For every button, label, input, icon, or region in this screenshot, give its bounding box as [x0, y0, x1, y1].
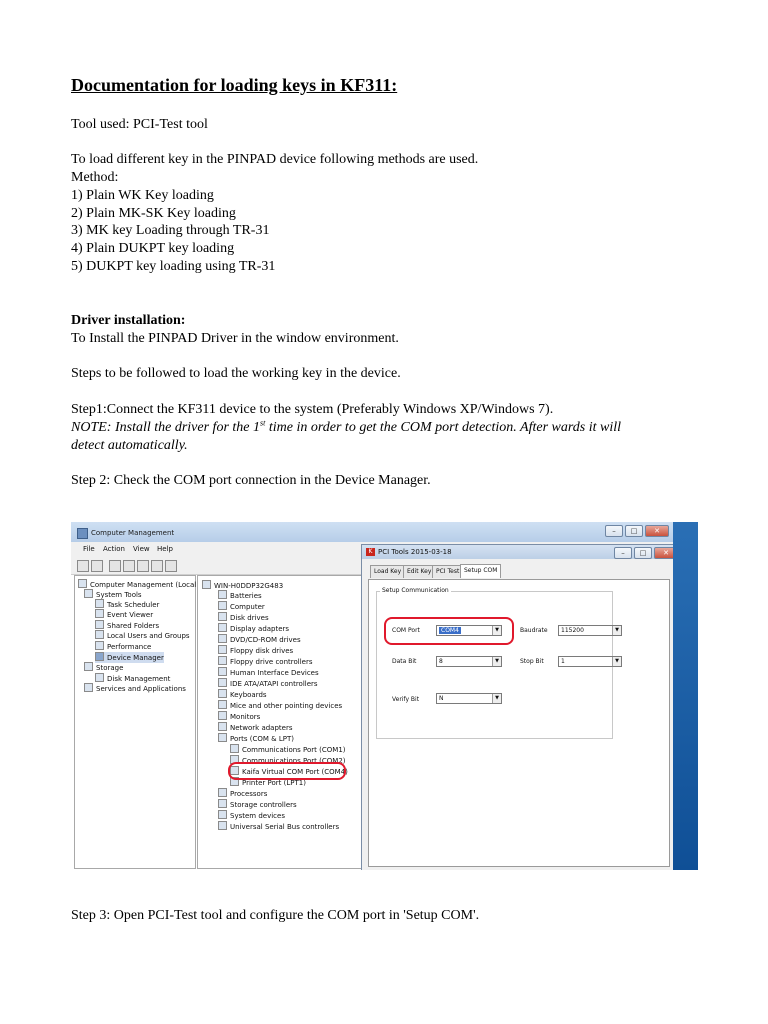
up-folder-icon[interactable] [109, 560, 121, 572]
hid-icon [218, 667, 227, 676]
com-port-value: COM4 [441, 627, 459, 634]
help-icon[interactable] [151, 560, 163, 572]
device-category[interactable]: DVD/CD-ROM drives [218, 634, 301, 645]
computer-icon [202, 580, 211, 589]
device-category[interactable]: Keyboards [218, 689, 267, 700]
close-button[interactable]: ✕ [645, 525, 669, 537]
dvd-icon [218, 634, 227, 643]
pci-close-button[interactable]: ✕ [654, 547, 678, 559]
tab-edit-key[interactable]: Edit Key [403, 565, 435, 578]
scheduler-icon [95, 599, 104, 608]
menu-view[interactable]: View [133, 545, 150, 553]
pci-tools-title: PCI Tools 2015-03-18 [378, 548, 452, 556]
tree-item-selected[interactable]: Device Manager [95, 652, 164, 663]
monitor-icon [218, 711, 227, 720]
usb-icon [218, 821, 227, 830]
chevron-down-icon[interactable]: ▼ [612, 657, 621, 666]
tab-setup-com[interactable]: Setup COM [460, 564, 501, 578]
system-icon [218, 810, 227, 819]
device-category[interactable]: Storage controllers [218, 799, 297, 810]
device-category[interactable]: Mice and other pointing devices [218, 700, 342, 711]
pci-tools-window [361, 544, 675, 870]
maximize-button[interactable]: □ [625, 525, 643, 537]
method-item: 1) Plain WK Key loading [71, 188, 214, 203]
event-viewer-icon [95, 609, 104, 618]
computer-management-title: Computer Management [91, 529, 175, 537]
network-icon [218, 722, 227, 731]
folder-icon [95, 620, 104, 629]
tab-pci-test[interactable]: PCI Test [432, 565, 463, 578]
storage-icon [84, 662, 93, 671]
chevron-down-icon[interactable]: ▼ [492, 657, 501, 666]
storage-icon [218, 799, 227, 808]
floppy-icon [218, 645, 227, 654]
forward-icon[interactable] [91, 560, 103, 572]
desktop-background [673, 522, 698, 870]
note-text-a: Install the driver for the 1 [111, 420, 260, 435]
databit-select[interactable] [436, 656, 502, 667]
keyboard-icon [218, 689, 227, 698]
device-category-ports[interactable]: Ports (COM & LPT) [218, 733, 294, 744]
tree-item[interactable]: Disk Management [95, 673, 170, 684]
note-text-b: time in order to get the COM port detection. After wards it will [265, 420, 622, 435]
computer-icon [218, 601, 227, 610]
show-hide-tree-icon[interactable] [123, 560, 135, 572]
disk-icon [218, 612, 227, 621]
tab-load-key[interactable]: Load Key [370, 565, 405, 578]
device-icon[interactable] [165, 560, 177, 572]
pci-tools-logo-icon: K [366, 548, 375, 556]
device-category[interactable]: Floppy disk drives [218, 645, 293, 656]
cm-window-controls [605, 525, 669, 536]
driver-text: To Install the PINPAD Driver in the window environment. [71, 331, 399, 346]
device-category[interactable]: Monitors [218, 711, 260, 722]
device-category[interactable]: Computer [218, 601, 265, 612]
tree-item[interactable]: Shared Folders [95, 620, 159, 631]
controller-icon [218, 656, 227, 665]
device-category[interactable]: Universal Serial Bus controllers [218, 821, 339, 832]
step3-text: Step 3: Open PCI-Test tool and configure the COM port in 'Setup COM'. [71, 908, 480, 923]
processor-icon [218, 788, 227, 797]
computer-icon [78, 579, 87, 588]
intro-text: To load different key in the PINPAD device following methods are used. [71, 152, 479, 167]
device-root[interactable]: WIN-H0DDP32G483 [202, 580, 283, 591]
tree-item[interactable]: Local Users and Groups [95, 630, 190, 641]
doc-title: Documentation for loading keys in KF311: [71, 75, 398, 95]
device-category[interactable]: Floppy drive controllers [218, 656, 313, 667]
step1-text: Step1:Connect the KF311 device to the system (Preferably Windows XP/Windows 7). [71, 402, 554, 417]
device-category[interactable]: Display adapters [218, 623, 289, 634]
tree-item[interactable]: Event Viewer [95, 609, 153, 620]
chevron-down-icon[interactable]: ▼ [492, 626, 501, 635]
baudrate-select[interactable] [558, 625, 622, 636]
computer-management-titlebar [71, 522, 698, 542]
performance-icon [95, 641, 104, 650]
ide-icon [218, 678, 227, 687]
note-superscript: st [260, 418, 266, 428]
port-item[interactable]: Printer Port (LPT1) [230, 777, 306, 788]
verifybit-label: Verify Bit [392, 696, 420, 703]
baudrate-value: 115200 [561, 627, 584, 634]
note-line-2: detect automatically. [71, 438, 188, 453]
computer-management-icon [77, 528, 88, 539]
tree-item[interactable]: Services and Applications [84, 683, 186, 694]
port-item[interactable]: Communications Port (COM1) [230, 744, 346, 755]
pci-tools-titlebar [362, 545, 674, 559]
disk-icon [95, 673, 104, 682]
method-item: 2) Plain MK-SK Key loading [71, 206, 236, 221]
baudrate-label: Baudrate [520, 627, 548, 634]
display-icon [218, 623, 227, 632]
databit-value: 8 [439, 658, 443, 665]
chevron-down-icon[interactable]: ▼ [492, 694, 501, 703]
device-tree-pane [197, 575, 369, 869]
stopbit-label: Stop Bit [520, 658, 544, 665]
services-icon [84, 683, 93, 692]
method-item: 5) DUKPT key loading using TR-31 [71, 259, 276, 274]
highlight-ring-com4 [228, 762, 346, 780]
properties-icon[interactable] [137, 560, 149, 572]
note-line [71, 419, 621, 437]
steps-intro: Steps to be followed to load the working key in the device. [71, 366, 401, 381]
device-category[interactable]: Batteries [218, 590, 262, 601]
tree-item[interactable]: Computer Management (Local [78, 579, 196, 590]
tools-icon [84, 589, 93, 598]
stopbit-select[interactable] [558, 656, 622, 667]
setup-communication-label: Setup Communication [382, 587, 449, 594]
chevron-down-icon[interactable]: ▼ [612, 626, 621, 635]
device-manager-icon [95, 652, 104, 661]
pci-window-controls [614, 547, 678, 558]
port-icon [218, 733, 227, 742]
device-category[interactable]: Human Interface Devices [218, 667, 319, 678]
step2-text: Step 2: Check the COM port connection in the Device Manager. [71, 473, 431, 488]
device-category[interactable]: Processors [218, 788, 267, 799]
device-category[interactable]: Network adapters [218, 722, 293, 733]
minimize-button[interactable]: – [605, 525, 623, 537]
method-label: Method: [71, 170, 119, 185]
tree-item[interactable]: Performance [95, 641, 151, 652]
port-icon [230, 744, 239, 753]
menu-file[interactable]: File [83, 545, 95, 553]
tree-item[interactable]: System Tools [84, 589, 142, 600]
stopbit-value: 1 [561, 658, 565, 665]
device-category[interactable]: IDE ATA/ATAPI controllers [218, 678, 318, 689]
users-icon [95, 630, 104, 639]
port-item-kaifa[interactable]: Kaifa Virtual COM Port (COM4) [230, 766, 348, 777]
back-icon[interactable] [77, 560, 89, 572]
port-item[interactable]: Communications Port (COM2) [230, 755, 346, 766]
verifybit-value: N [439, 695, 444, 702]
driver-heading: Driver installation: [71, 313, 186, 328]
device-category[interactable]: Disk drives [218, 612, 269, 623]
mouse-icon [218, 700, 227, 709]
note-prefix: NOTE: [71, 420, 112, 435]
battery-icon [218, 590, 227, 599]
pci-maximize-button[interactable]: □ [634, 547, 652, 559]
console-tree-pane [74, 575, 196, 869]
verifybit-select[interactable] [436, 693, 502, 704]
pci-minimize-button[interactable]: – [614, 547, 632, 559]
highlight-ring-com-port [384, 617, 514, 645]
tool-used: Tool used: PCI-Test tool [71, 117, 208, 132]
tree-item[interactable]: Task Scheduler [95, 599, 159, 610]
menu-action[interactable]: Action [103, 545, 125, 553]
method-item: 3) MK key Loading through TR-31 [71, 223, 270, 238]
device-category[interactable]: System devices [218, 810, 285, 821]
com-port-label: COM Port [392, 627, 420, 634]
embedded-screenshot [71, 522, 698, 870]
databit-label: Data Bit [392, 658, 417, 665]
method-item: 4) Plain DUKPT key loading [71, 241, 235, 256]
menu-help[interactable]: Help [157, 545, 173, 553]
tree-item[interactable]: Storage [84, 662, 123, 673]
